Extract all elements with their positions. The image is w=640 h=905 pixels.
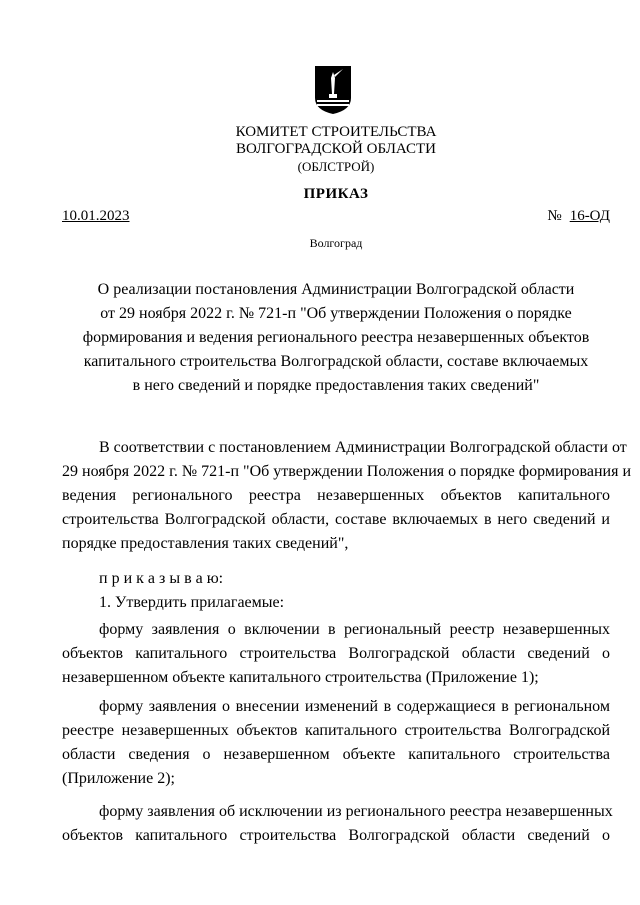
subject-line: формирования и ведения регионального реестра незавершенных объектов <box>82 329 590 346</box>
form-item-appendix-3 <box>62 800 613 848</box>
form-item-appendix-2 <box>62 695 610 791</box>
form-item-appendix-1 <box>62 618 610 690</box>
org-name-line-1: КОМИТЕТ СТРОИТЕЛЬСТВА <box>235 124 437 140</box>
text-line: 29 ноября 2022 г. № 721-п "Об утверждении Положения о порядке формирования и <box>62 463 631 480</box>
subject-line: от 29 ноября 2022 г. № 721-п "Об утверждении Положения о порядке <box>100 305 572 322</box>
subject-line: капитального строительства Волгоградской области, составе включаемых <box>83 353 589 370</box>
volgograd-emblem-icon <box>313 64 353 116</box>
order-number <box>547 208 610 225</box>
order-date: 10.01.2023 <box>62 208 130 224</box>
text-line: (Приложение 2); <box>62 770 175 787</box>
org-name-line-2: ВОЛГОГРАДСКОЙ ОБЛАСТИ <box>236 141 436 157</box>
order-directive <box>62 567 610 591</box>
text-line: ведения регионального реестра незавершенных объектов капитального <box>62 487 610 504</box>
text-line: форму заявления о внесении изменений в содержащиеся в региональном <box>99 698 610 715</box>
text-line: п р и к а з ы в а ю: <box>99 570 224 587</box>
text-line: объектов капитального строительства Волгоградской области сведений о <box>62 827 610 844</box>
order-subject <box>62 278 610 398</box>
text-line: реестре незавершенных объектов капитального строительства Волгоградской <box>62 722 610 739</box>
preamble-paragraph <box>62 436 631 556</box>
text-line: объектов капитального строительства Волгоградской области сведений о <box>62 645 610 662</box>
subject-line: в него сведений и порядке предоставления таких сведений" <box>132 377 540 394</box>
text-line: области сведения о незавершенном объекте капитального строительства <box>62 746 610 763</box>
org-abbreviation: (ОБЛСТРОЙ) <box>297 159 375 174</box>
subject-line: О реализации постановления Администрации Волгоградской области <box>97 281 575 298</box>
text-line: форму заявления о включении в региональный реестр незавершенных <box>99 621 610 638</box>
item-1-heading <box>62 591 610 615</box>
text-line: форму заявления об исключении из регионального реестра незавершенных <box>99 803 613 820</box>
text-line: строительства Волгоградской области, составе включаемых в него сведений и <box>62 511 610 528</box>
text-line: В соответствии с постановлением Администрации Волгоградской области от <box>99 439 627 456</box>
order-number-label: № <box>547 208 562 224</box>
order-city: Волгоград <box>309 236 363 250</box>
text-line: порядке предоставления таких сведений", <box>62 535 349 552</box>
order-title: ПРИКАЗ <box>303 186 369 202</box>
order-number-value: 16-ОД <box>569 208 610 224</box>
text-line: незавершенном объекте капитального строительства (Приложение 1); <box>62 669 539 686</box>
text-line: 1. Утвердить прилагаемые: <box>99 594 285 611</box>
